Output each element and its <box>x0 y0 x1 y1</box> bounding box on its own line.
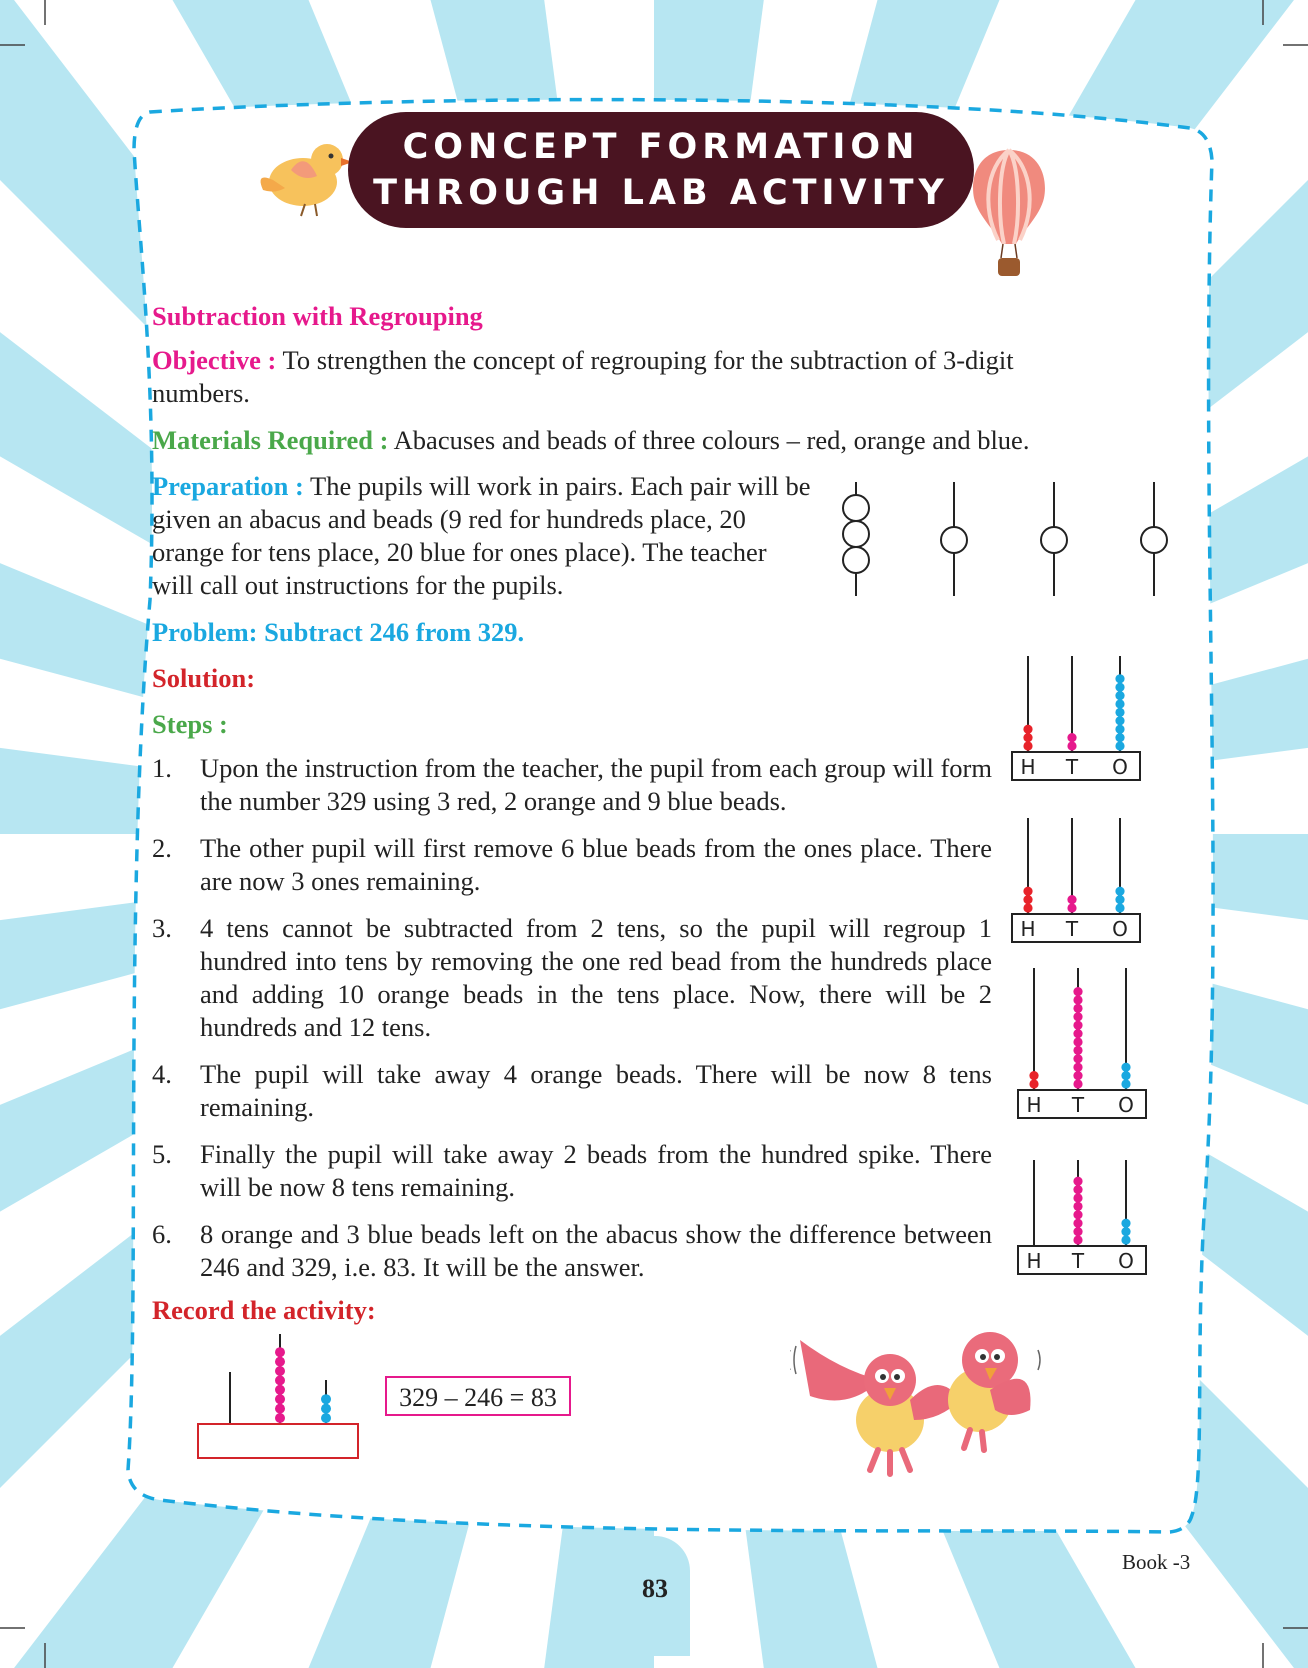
step-number: 4. <box>152 1059 172 1089</box>
step-text: 4 tens cannot be subtracted from 2 tens, so the pupil will regroup 1 hundred into tens by removing the one red bead from the hundreds place and adding 10 orange beads in the tens place. Now, there will be 2 hundreds and 12 tens. <box>200 913 992 1042</box>
ones-bead <box>1115 683 1124 692</box>
ones-label: O <box>1118 1249 1134 1273</box>
objective-label: Objective : <box>152 345 277 375</box>
ones-bead <box>1121 1227 1130 1236</box>
tens-bead <box>275 1404 285 1414</box>
hundreds-label: H <box>1026 1249 1042 1273</box>
step-text: Upon the instruction from the teacher, the pupil from each group will form the number 329 using 3 red, 2 orange and 9 blue beads. <box>200 753 992 816</box>
objective <box>152 344 1112 410</box>
hundreds-bead <box>1029 1079 1038 1088</box>
step-text: The other pupil will first remove 6 blue beads from the ones place. There are now 3 ones remaining. <box>200 833 992 896</box>
two-birds-illustration <box>790 1310 1050 1490</box>
tens-bead <box>1067 895 1076 904</box>
hundreds-bead <box>1023 903 1032 912</box>
tens-bead <box>1073 1071 1082 1080</box>
tens-bead <box>1073 1054 1082 1063</box>
tens-bead <box>1073 1219 1082 1228</box>
step-number: 1. <box>152 753 172 783</box>
ones-label: O <box>1112 917 1128 941</box>
ones-bead <box>321 1404 331 1414</box>
tens-bead <box>1073 1079 1082 1088</box>
hundreds-bead <box>1023 741 1032 750</box>
tens-bead <box>1073 1235 1082 1244</box>
tens-bead <box>1067 741 1076 750</box>
tens-bead <box>275 1366 285 1376</box>
tens-label: T <box>1065 917 1079 941</box>
ones-bead <box>1121 1235 1130 1244</box>
ones-label: O <box>1112 755 1128 779</box>
ones-label: O <box>1118 1093 1134 1117</box>
ones-bead <box>1121 1063 1130 1072</box>
tens-bead <box>275 1394 285 1404</box>
step-text: 8 orange and 3 blue beads left on the abacus show the difference between 246 and 329, i.e. 83. It will be the answer. <box>200 1219 992 1282</box>
tens-bead <box>1067 903 1076 912</box>
step-number: 6. <box>152 1219 172 1249</box>
tens-bead <box>275 1413 285 1423</box>
ones-bead <box>321 1413 331 1423</box>
hundreds-label: H <box>1020 755 1036 779</box>
tens-bead <box>1073 1046 1082 1055</box>
tens-bead <box>1073 1185 1082 1194</box>
tens-bead <box>275 1347 285 1357</box>
tens-bead <box>275 1375 285 1385</box>
ones-bead <box>1115 895 1124 904</box>
steps-label: Steps : <box>152 709 228 739</box>
tens-bead <box>275 1385 285 1395</box>
tens-bead <box>1073 1063 1082 1072</box>
ones-bead <box>1115 708 1124 717</box>
ones-bead <box>1121 1071 1130 1080</box>
tens-bead <box>1073 1021 1082 1030</box>
materials-text: Abacuses and beads of three colours – red, orange and blue. <box>393 425 1030 455</box>
hundreds-bead <box>1023 733 1032 742</box>
step-number: 5. <box>152 1139 172 1169</box>
tens-bead <box>1073 1193 1082 1202</box>
tens-label: T <box>1065 755 1079 779</box>
page-number: 83 <box>642 1574 668 1603</box>
ones-bead <box>1115 903 1124 912</box>
hundreds-label: H <box>1026 1093 1042 1117</box>
ones-bead <box>1115 733 1124 742</box>
record-label: Record the activity: <box>152 1295 376 1325</box>
tens-bead <box>1067 733 1076 742</box>
step-text: Finally the pupil will take away 2 beads from the hundred spike. There will be now 8 tens remaining. <box>200 1139 992 1202</box>
hot-air-balloon-illustration <box>968 148 1050 280</box>
ones-bead <box>1115 887 1124 896</box>
tens-bead <box>1073 995 1082 1004</box>
abacus-state-3 <box>1016 964 1166 1124</box>
banner-line-1: CONCEPT FORMATION <box>402 127 920 167</box>
book-label: Book -3 <box>1122 1550 1191 1574</box>
ones-bead <box>321 1394 331 1404</box>
preparation <box>152 470 812 602</box>
preparation-label: Preparation : <box>152 471 304 501</box>
step-number: 2. <box>152 833 172 863</box>
tens-bead <box>1073 1012 1082 1021</box>
tens-bead <box>1073 1210 1082 1219</box>
materials-label: Materials Required : <box>152 425 389 455</box>
abacus-state-1 <box>1010 652 1160 786</box>
tens-bead <box>1073 1227 1082 1236</box>
hundreds-bead <box>1029 1071 1038 1080</box>
abacus-state-2 <box>1010 814 1160 948</box>
tens-bead <box>275 1357 285 1367</box>
tens-bead <box>1073 1202 1082 1211</box>
preparation-text: The pupils will work in pairs. Each pair will be given an abacus and beads (9 red for hundreds place, 20 orange for tens place, 20 blue for ones place). The teacher will call out instructions for the pupils. <box>152 471 811 600</box>
tens-bead <box>1073 1004 1082 1013</box>
ones-bead <box>1115 716 1124 725</box>
chapter-banner <box>348 112 974 228</box>
objective-text: To strengthen the concept of regrouping for the subtraction of 3-digit numbers. <box>152 345 1014 408</box>
ones-bead <box>1115 691 1124 700</box>
hundreds-bead <box>1023 725 1032 734</box>
tens-label: T <box>1071 1093 1085 1117</box>
abacus-state-4 <box>1016 1156 1166 1280</box>
ones-bead <box>1121 1219 1130 1228</box>
tens-bead <box>1073 1037 1082 1046</box>
ones-bead <box>1115 674 1124 683</box>
banner-line-2: THROUGH LAB ACTIVITY <box>373 173 949 213</box>
hundreds-bead <box>1023 887 1032 896</box>
tens-bead <box>1073 987 1082 996</box>
empty-abacus-diagram <box>836 478 1176 600</box>
hundreds-label: H <box>1020 917 1036 941</box>
solution-label: Solution: <box>152 663 256 693</box>
ones-bead <box>1115 699 1124 708</box>
step-number: 3. <box>152 913 172 943</box>
step-text: The pupil will take away 4 orange beads. There will be now 8 tens remaining. <box>200 1059 992 1122</box>
page-number-tab <box>620 1536 690 1656</box>
hundreds-bead <box>1023 895 1032 904</box>
section-title: Subtraction with Regrouping <box>152 301 483 331</box>
bird-illustration <box>255 130 355 220</box>
record-abacus-diagram <box>196 1332 366 1462</box>
problem-statement: Problem: Subtract 246 from 329. <box>152 617 525 647</box>
tens-bead <box>1073 1177 1082 1186</box>
ones-bead <box>1115 741 1124 750</box>
ones-bead <box>1115 725 1124 734</box>
tens-label: T <box>1071 1249 1085 1273</box>
ones-bead <box>1121 1079 1130 1088</box>
record-equation: 329 – 246 = 83 <box>385 1376 571 1416</box>
materials <box>152 424 1152 457</box>
tens-bead <box>1073 1029 1082 1038</box>
